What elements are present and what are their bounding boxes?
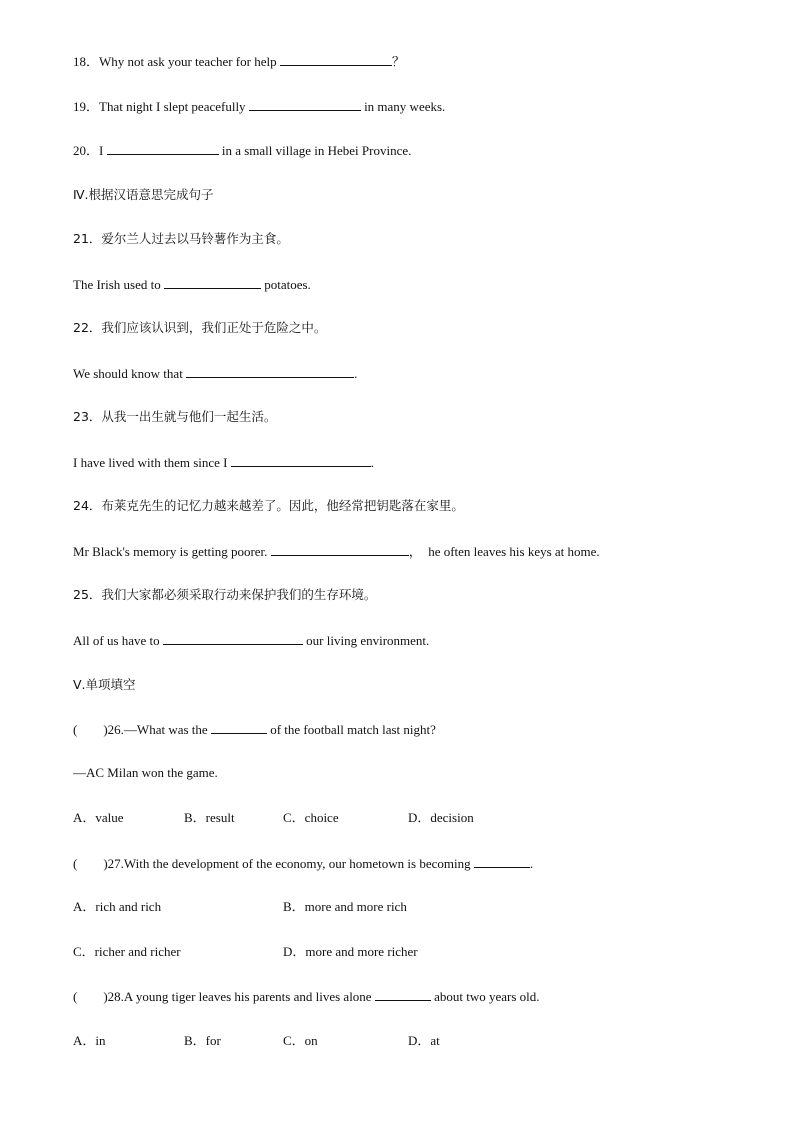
question-28 [73, 988, 540, 1005]
option-d[interactable]: D．at [408, 1033, 440, 1048]
question-21-end: potatoes. [260, 277, 311, 292]
question-22-text: We should know that [73, 366, 187, 381]
answer-parenthesis[interactable]: ( ) [73, 722, 108, 737]
question-25-chinese: 25．我们大家都必须采取行动来保护我们的生存环境。 [73, 587, 377, 602]
question-20 [73, 142, 411, 159]
section-4-heading: Ⅳ.根据汉语意思完成句子 [73, 187, 214, 202]
question-28-end: about two years old. [430, 989, 540, 1004]
answer-blank[interactable] [163, 632, 303, 645]
answer-blank[interactable] [164, 276, 261, 289]
question-20-text: 20．I [73, 143, 107, 158]
answer-parenthesis[interactable]: ( ) [73, 856, 108, 871]
option-b[interactable]: B．more and more rich [283, 899, 407, 914]
question-22-end: . [354, 366, 358, 381]
answer-blank[interactable] [280, 53, 392, 66]
question-18-text: 18．Why not ask your teacher for help [73, 54, 280, 69]
question-19-text: 19．That night I slept peacefully [73, 99, 249, 114]
question-26-text: 26.—What was the [107, 722, 211, 737]
answer-blank[interactable] [186, 365, 354, 378]
question-24-text: Mr Black's memory is getting poorer. [73, 544, 271, 559]
answer-blank[interactable] [474, 855, 530, 868]
question-19 [73, 98, 445, 115]
answer-blank[interactable] [375, 988, 431, 1001]
question-22-chinese: 22．我们应该认识到，我们正处于危险之中。 [73, 320, 327, 335]
question-21-text: The Irish used to [73, 277, 164, 292]
question-24 [73, 543, 600, 560]
question-28-text: 28.A young tiger leaves his parents and lives alone [107, 989, 375, 1004]
question-25-text: All of us have to [73, 633, 163, 648]
option-c[interactable]: C．choice [283, 810, 339, 825]
question-22 [73, 365, 357, 382]
answer-blank[interactable] [231, 454, 371, 467]
option-a[interactable]: A．in [73, 1033, 106, 1048]
question-25 [73, 632, 429, 649]
question-18-end: ？ [391, 54, 405, 69]
option-a[interactable]: A．rich and rich [73, 899, 162, 914]
option-d[interactable]: D．more and more richer [283, 944, 418, 959]
answer-parenthesis[interactable]: ( ) [73, 989, 108, 1004]
option-a[interactable]: A．value [73, 810, 124, 825]
question-18 [73, 53, 405, 70]
question-23-chinese: 23．从我一出生就与他们一起生活。 [73, 409, 277, 424]
option-c[interactable]: C．on [283, 1033, 318, 1048]
question-21 [73, 276, 311, 293]
answer-blank[interactable] [271, 543, 409, 556]
question-24-chinese: 24．布莱克先生的记忆力越来越差了。因此，他经常把钥匙落在家里。 [73, 498, 464, 513]
question-26-answer-line: —AC Milan won the game. [73, 765, 218, 780]
option-c[interactable]: C．richer and richer [73, 944, 181, 959]
question-27-end: . [529, 856, 534, 871]
section-5-heading: Ⅴ.单项填空 [73, 677, 136, 692]
answer-blank[interactable] [211, 721, 267, 734]
question-23-text: I have lived with them since I [73, 455, 231, 470]
option-b[interactable]: B．result [184, 810, 235, 825]
question-27-text: 27.With the development of the economy, our hometown is becoming [107, 856, 474, 871]
question-24-end: ， he often leaves his keys at home. [408, 544, 600, 559]
answer-blank[interactable] [249, 98, 361, 111]
option-b[interactable]: B．for [184, 1033, 221, 1048]
question-23 [73, 454, 374, 471]
question-23-end: . [370, 455, 375, 470]
answer-blank[interactable] [107, 142, 219, 155]
question-19-end: in many weeks. [360, 99, 446, 114]
question-21-chinese: 21．爱尔兰人过去以马铃薯作为主食。 [73, 231, 289, 246]
question-25-end: our living environment. [302, 633, 430, 648]
question-26 [73, 721, 436, 738]
question-27 [73, 855, 533, 872]
question-26-end: of the football match last night? [266, 722, 436, 737]
question-20-end: in a small village in Hebei Province. [218, 143, 412, 158]
option-d[interactable]: D．decision [408, 810, 474, 825]
